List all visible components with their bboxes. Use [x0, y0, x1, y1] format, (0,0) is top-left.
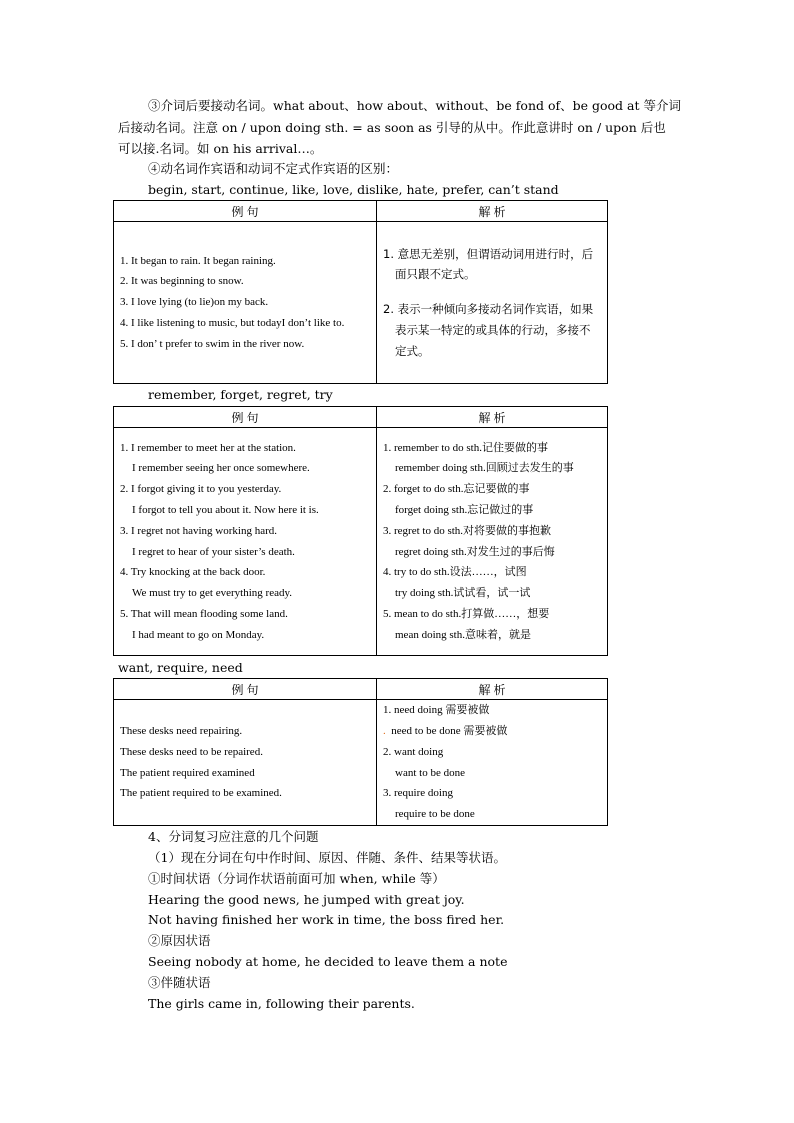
analysis-line: want to be done: [395, 766, 465, 779]
table-header-analysis: 解 析: [377, 407, 608, 428]
reason-adverbial-label: ②原因状语: [148, 933, 211, 948]
analysis-line: 3. regret to do sth.对将要做的事抱歉: [383, 524, 552, 537]
accompaniment-adverbial-example: The girls came in, following their parents.: [148, 996, 415, 1011]
analysis-cell: [377, 222, 608, 384]
analysis-cell: [377, 700, 608, 826]
analysis-line: 面只跟不定式。: [395, 267, 476, 282]
analysis-line: 2. 表示一种倾向多接动名词作宾语，如果: [383, 302, 594, 317]
analysis-line: try doing sth.试试看，试一试: [395, 587, 531, 600]
example-line: These desks need to be repaired.: [120, 745, 263, 758]
time-adverbial-example-2: Not having finished her work in time, the boss fired her.: [148, 912, 505, 927]
table-header-analysis: 解 析: [377, 679, 608, 700]
analysis-line: 2. forget to do sth.忘记要做的事: [383, 483, 530, 496]
example-line: 4. I like listening to music, but todayI don’t like to.: [120, 316, 345, 329]
table-header-examples: 例 句: [114, 679, 377, 700]
example-line: 5. I don’ t prefer to swim in the river now.: [120, 337, 305, 350]
examples-cell: [114, 700, 377, 826]
analysis-line: need to be done 需要被做: [391, 724, 508, 737]
example-line: 3. I regret not having working hard.: [120, 524, 278, 537]
analysis-cell: [377, 428, 608, 656]
example-line: 4. Try knocking at the back door.: [120, 566, 266, 579]
table-header-examples: 例 句: [114, 201, 377, 222]
paragraph-3-line-1: ③介词后要接动名词。what about、how about、without、be fond of、be good at 等介词: [148, 98, 681, 113]
example-line: 2. I forgot giving it to you yesterday.: [120, 483, 282, 496]
example-line: I regret to hear of your sister’s death.: [132, 545, 295, 558]
analysis-line: 表示某一特定的或具体的行动，多接不: [395, 322, 591, 337]
paragraph-3-line-3: 可以接.名词。如 on his arrival…。: [118, 141, 323, 156]
example-line: 3. I love lying (to lie)on my back.: [120, 296, 269, 309]
analysis-line: regret doing sth.对发生过的事后悔: [395, 545, 555, 558]
analysis-line: mean doing sth.意味着，就是: [395, 628, 531, 641]
reason-adverbial-example: Seeing nobody at home, he decided to leave them a note: [148, 954, 508, 969]
bullet-dot-icon: .: [383, 724, 386, 737]
comparison-table-3: [113, 678, 608, 826]
example-line: 1. I remember to meet her at the station.: [120, 441, 296, 454]
example-line: I remember seeing her once somewhere.: [132, 462, 310, 475]
example-line: The patient required examined: [120, 766, 255, 779]
analysis-line: 5. mean to do sth.打算做……，想要: [383, 607, 550, 620]
analysis-line: require to be done: [395, 808, 475, 821]
paragraph-3-line-2: 后接动名词。注意 on / upon doing sth. = as soon as 引导的从中。作此意讲时 on / upon 后也: [118, 120, 666, 135]
examples-cell: [114, 222, 377, 384]
time-adverbial-example-1: Hearing the good news, he jumped with great joy.: [148, 892, 465, 907]
example-line: 2. It was beginning to snow.: [120, 275, 244, 288]
paragraph-4-heading: ④动名词作宾语和动词不定式作宾语的区别：: [148, 161, 399, 176]
example-line: 5. That will mean flooding some land.: [120, 607, 288, 620]
time-adverbial-label: ①时间状语（分词作状语前面可加 when, while 等）: [148, 871, 445, 886]
example-line: These desks need repairing.: [120, 724, 243, 737]
verb-group-2-label: remember, forget, regret, try: [148, 387, 333, 402]
example-line: I forgot to tell you about it. Now here it is.: [132, 503, 319, 516]
accompaniment-adverbial-label: ③伴随状语: [148, 975, 211, 990]
analysis-line: 4. try to do sth.设法……，试图: [383, 566, 527, 579]
analysis-line: 定式。: [395, 343, 430, 358]
examples-cell: [114, 428, 377, 656]
comparison-table-2: [113, 406, 608, 656]
analysis-line: 2. want doing: [383, 745, 444, 758]
analysis-line: 1. remember to do sth.记住要做的事: [383, 441, 548, 454]
verb-group-3-label: want, require, need: [118, 660, 243, 675]
example-line: We must try to get everything ready.: [132, 587, 292, 600]
table-header-examples: 例 句: [114, 407, 377, 428]
example-line: The patient required to be examined.: [120, 787, 282, 800]
example-line: I had meant to go on Monday.: [132, 628, 265, 641]
analysis-line: remember doing sth.回顾过去发生的事: [395, 462, 574, 475]
section-4-subheading: （1）现在分词在句中作时间、原因、伴随、条件、结果等状语。: [148, 850, 506, 865]
analysis-line: 3. require doing: [383, 787, 453, 800]
analysis-line: forget doing sth.忘记做过的事: [395, 503, 534, 516]
analysis-line: 1. need doing 需要被做: [383, 704, 490, 717]
table-header-analysis: 解 析: [377, 201, 608, 222]
verb-group-1-label: begin, start, continue, like, love, dislike, hate, prefer, can’t stand: [148, 182, 559, 197]
example-line: 1. It began to rain. It began raining.: [120, 254, 276, 267]
comparison-table-1: [113, 200, 608, 384]
analysis-line: 1. 意思无差别，但谓语动词用进行时，后: [383, 246, 594, 261]
section-4-title: 4、分词复习应注意的几个问题: [148, 829, 319, 844]
